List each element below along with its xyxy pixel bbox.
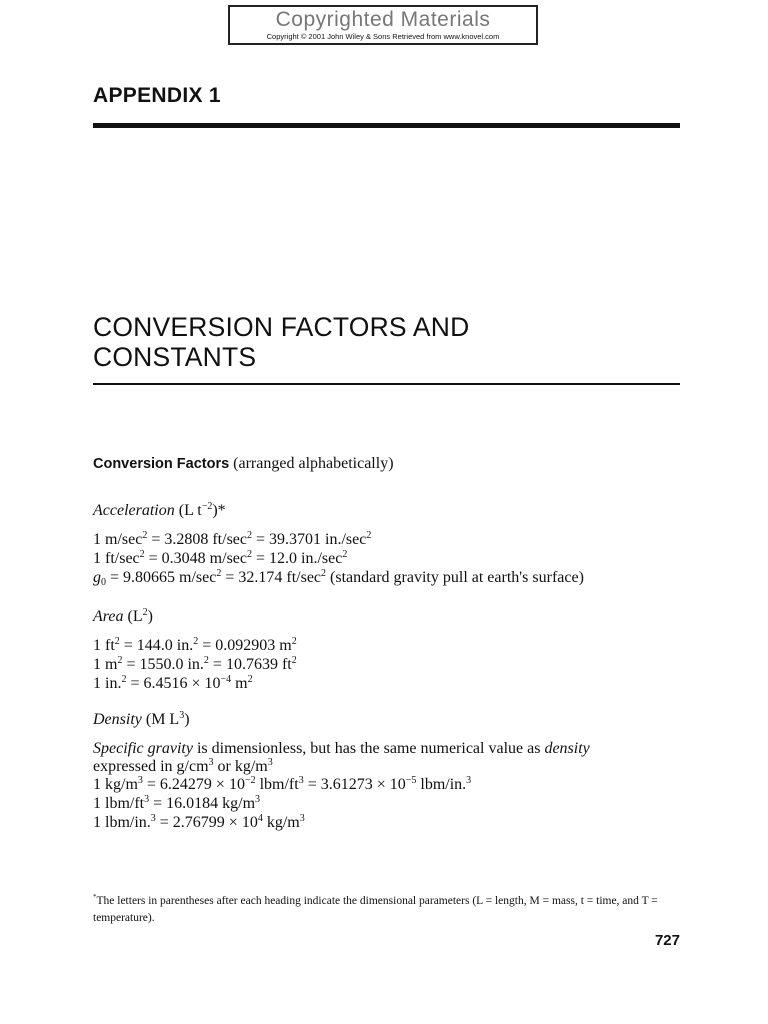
chapter-title-line1: CONVERSION FACTORS AND bbox=[93, 312, 470, 342]
heading-rule-thick bbox=[93, 123, 680, 128]
acceleration-heading: Acceleration (L $t^{-2})*$ bbox=[93, 501, 226, 519]
copyright-stamp bbox=[228, 5, 538, 45]
footnote-text: The letters in parentheses after each heading indicate the dimensional parameters (L = length, M = mass, t = time, and T = temperature). bbox=[93, 895, 658, 924]
acceleration-line-2: 1 $ft/\sec^2 = 0.3048$ $m/\sec^2 = 12.0$ $in./\sec^2$ bbox=[93, 549, 348, 567]
page-number: 727 bbox=[654, 932, 680, 949]
density-line-2: 1 lbm/$ft^3 = 16.0184$ $kg/m^3$ bbox=[93, 794, 261, 812]
section-heading bbox=[93, 455, 394, 473]
area-line-2: 1 $m^2 = 1550.0$ in.$^2$ = 10.7639 $ft^2$ bbox=[93, 655, 297, 673]
density-expressed: expressed in $g/cm^3$ or $kg/m^3$ bbox=[93, 757, 273, 775]
stamp-title: Copyrighted Materials bbox=[275, 8, 491, 31]
area-heading: Area $(L^2)$ bbox=[93, 607, 153, 625]
footnote-mark: * bbox=[93, 893, 97, 901]
density-specific-gravity: Specific gravity is dimensionless, but has the same numerical value as density bbox=[93, 740, 590, 757]
area-line-3: 1 $in.^2 = 6.4516 \times 10^{-4}$ $m^2$ bbox=[93, 674, 253, 692]
section-note: (arranged alphabetically) bbox=[233, 455, 394, 472]
area-line-1: 1 $ft^2 = 144.0$ in.$^2$ = 0.092903 $m^2$ bbox=[93, 636, 297, 654]
acceleration-line-1: 1 $m/\sec^2 = 3.2808$ $ft/\sec^2 = 39.3701$ $in./\sec^2$ bbox=[93, 530, 372, 548]
appendix-label: APPENDIX 1 bbox=[93, 84, 221, 107]
density-line-3: 1 $lbm/in.^3 = 2.76799 \times 10^4$ $kg/m^3$ bbox=[93, 813, 305, 831]
chapter-title-line2: CONSTANTS bbox=[93, 342, 257, 372]
acceleration-line-3: $g_0 = 9.80665$ $m/\sec^2 = 32.174$ $ft/\sec^2$ (standard gravity pull at earth's surface) bbox=[93, 568, 584, 588]
stamp-notice: Copyright © 2001 John Wiley & Sons Retrieved from www.knovel.com bbox=[266, 32, 500, 41]
density-heading: Density (M $L^3$) bbox=[93, 710, 190, 728]
footnote bbox=[93, 893, 683, 927]
heading-rule-thin bbox=[93, 383, 680, 385]
density-line-1: 1 $kg/m^3 = 6.24279 \times 10^{-2}$ lbm/$ft^3 = 3.61273 \times 10^{-5}$ lbm/in.$^3$ bbox=[93, 775, 472, 793]
chapter-title bbox=[93, 312, 693, 372]
section-title: Conversion Factors bbox=[93, 456, 230, 472]
